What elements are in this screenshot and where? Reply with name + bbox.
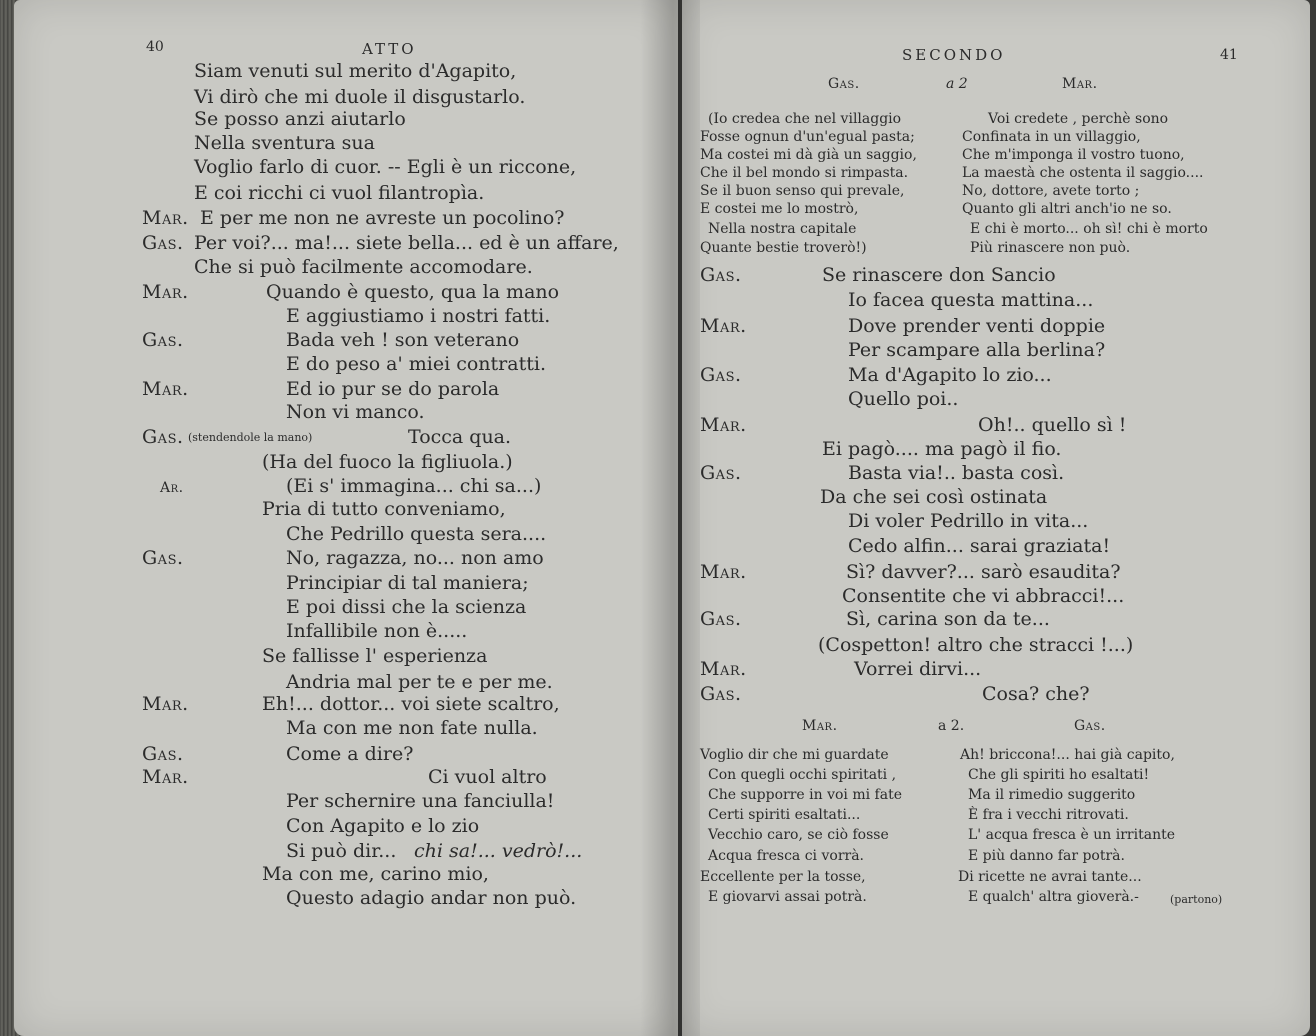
speaker-label: Gas. — [700, 264, 742, 286]
duet-line: Con quegli occhi spiritati , — [708, 767, 897, 783]
speaker-label: Mar. — [700, 561, 747, 583]
duet-line: Voi credete , perchè sono — [988, 111, 1169, 127]
speaker-label: Gas. — [142, 426, 184, 448]
duet-line: No, dottore, avete torto ; — [962, 183, 1140, 199]
verse-line: E poi dissi che la scienza — [286, 596, 527, 618]
verse-line: Cedo alfin... sarai graziata! — [848, 535, 1111, 557]
verse-line: Per scampare alla berlina? — [848, 339, 1106, 361]
speaker-label: Gas. — [700, 683, 742, 705]
verse-line: E per me non ne avreste un pocolino? — [200, 207, 565, 229]
duet-line: La maestà che ostenta il saggio.... — [962, 165, 1204, 181]
speaker-label: Mar. — [700, 658, 747, 680]
speaker-label: Gas. — [142, 743, 184, 765]
duet-header-right: Mar. — [1062, 76, 1098, 92]
verse-line: Ei pagò.... ma pagò il fio. — [822, 438, 1062, 460]
verse-line: Da che sei così ostinata — [820, 486, 1048, 508]
verse-line: E coi ricchi ci vuol filantropìa. — [194, 182, 485, 204]
speaker-label: Mar. — [700, 414, 747, 436]
duet-header-right: Gas. — [1074, 718, 1106, 734]
verse-line: No, ragazza, no... non amo — [286, 547, 544, 569]
exit-direction: (partono) — [1170, 893, 1223, 906]
running-head: ATTO — [362, 40, 417, 58]
speaker-label: Gas. — [142, 232, 184, 254]
duet-line: E giovarvi assai potrà. — [708, 889, 867, 905]
verse-line: Consentite che vi abbracci!... — [842, 585, 1125, 607]
verse-line: Ed io pur se do parola — [286, 378, 500, 400]
duet-line: Quanto gli altri anch'io ne so. — [962, 201, 1172, 217]
verse-line: (Cospetton! altro che stracci !...) — [818, 634, 1134, 656]
verse-line: Questo adagio andar non può. — [286, 887, 577, 909]
speaker-label: Gas. — [142, 329, 184, 351]
verse-line-italic: chi sa!... vedrò!... — [414, 840, 583, 862]
duet-header-center: a 2 — [946, 76, 968, 92]
verse-line: Andria mal per te e per me. — [286, 671, 553, 693]
right-page — [682, 0, 1310, 1036]
verse-line: Sì? davver?... sarò esaudita? — [846, 561, 1121, 583]
speaker-label: Mar. — [142, 378, 189, 400]
verse-line: Dove prender venti doppie — [848, 315, 1106, 337]
verse-line: E aggiustiamo i nostri fatti. — [286, 305, 551, 327]
speaker-label: Mar. — [700, 315, 747, 337]
duet-line: Acqua fresca ci vorrà. — [708, 848, 864, 864]
verse-line: Vi dirò che mi duole il disgustarlo. — [194, 86, 526, 108]
duet-header-left: Mar. — [802, 718, 838, 734]
running-head: SECONDO — [902, 46, 1006, 64]
verse-line: Pria di tutto conveniamo, — [262, 498, 506, 520]
verse-line: Oh!.. quello sì ! — [978, 414, 1127, 436]
duet-line: (Io credea che nel villaggio — [708, 111, 902, 127]
stage-direction: (stendendole la mano) — [188, 431, 313, 444]
duet-line: Che gli spiriti ho esaltati! — [968, 767, 1150, 783]
verse-line: Non vi manco. — [286, 401, 425, 423]
verse-line: (Ha del fuoco la figliuola.) — [262, 451, 513, 473]
duet-line: Più rinascere non può. — [970, 240, 1131, 256]
duet-header-left: Gas. — [828, 76, 860, 92]
verse-line: Ma d'Agapito lo zio... — [848, 364, 1052, 386]
verse-line: Quando è questo, qua la mano — [266, 281, 560, 303]
duet-line: L' acqua fresca è un irritante — [968, 827, 1175, 843]
duet-line: Di ricette ne avrai tante... — [958, 869, 1142, 885]
speaker-label: Gas. — [142, 547, 184, 569]
page-number: 41 — [1220, 47, 1238, 63]
speaker-label: Mar. — [142, 766, 189, 788]
verse-line: Si può dir... — [286, 840, 397, 862]
page-number: 40 — [146, 39, 164, 55]
verse-line: Nella sventura sua — [194, 132, 375, 154]
speaker-label: Gas. — [700, 608, 742, 630]
verse-line: Con Agapito e lo zio — [286, 815, 480, 837]
speaker-label: Mar. — [142, 281, 189, 303]
verse-line: Ma con me non fate nulla. — [286, 717, 538, 739]
verse-line: Per schernire una fanciulla! — [286, 790, 555, 812]
verse-line: Se posso anzi aiutarlo — [194, 108, 406, 130]
verse-line: Che Pedrillo questa sera.... — [286, 523, 547, 545]
duet-header-center: a 2. — [938, 718, 965, 734]
duet-line: È fra i vecchi ritrovati. — [968, 807, 1129, 823]
verse-line: Eh!... dottor... voi siete scaltro, — [262, 693, 560, 715]
duet-line: E chi è morto... oh sì! chi è morto — [970, 221, 1208, 237]
duet-line: Vecchio caro, se ciò fosse — [708, 827, 889, 843]
duet-line: Se il buon senso qui prevale, — [700, 183, 905, 199]
duet-line: Voglio dir che mi guardate — [700, 747, 889, 763]
duet-line: E costei me lo mostrò, — [700, 201, 859, 217]
verse-line: Bada veh ! son veterano — [286, 329, 520, 351]
duet-line: Ah! briccona!... hai già capito, — [960, 747, 1175, 763]
verse-line: Siam venuti sul merito d'Agapito, — [194, 60, 517, 82]
verse-line: Tocca qua. — [408, 426, 512, 448]
duet-line: E più danno far potrà. — [968, 848, 1125, 864]
duet-line: Confinata in un villaggio, — [962, 129, 1141, 145]
verse-line: Infallibile non è..... — [286, 620, 468, 642]
verse-line: Principiar di tal maniera; — [286, 572, 529, 594]
duet-line: E qualch' altra gioverà.- — [968, 889, 1139, 905]
left-page — [14, 0, 678, 1036]
verse-line: Sì, carina son da te... — [846, 608, 1050, 630]
verse-line: E do peso a' miei contratti. — [286, 353, 546, 375]
speaker-label: Gas. — [700, 462, 742, 484]
duet-line: Fosse ognun d'un'egual pasta; — [700, 129, 915, 145]
verse-line: Cosa? che? — [982, 683, 1090, 705]
verse-line: Vorrei dirvi... — [854, 658, 982, 680]
verse-line: Come a dire? — [286, 743, 414, 765]
verse-line: Di voler Pedrillo in vita... — [848, 510, 1089, 532]
verse-line: (Ei s' immagina... chi sa...) — [286, 475, 542, 497]
speaker-label: Mar. — [142, 693, 189, 715]
verse-line: Se fallisse l' esperienza — [262, 645, 488, 667]
book-gutter — [640, 0, 700, 1036]
verse-line: Ma con me, carino mio, — [262, 863, 489, 885]
speaker-label: Gas. — [700, 364, 742, 386]
verse-line: Se rinascere don Sancio — [822, 264, 1056, 286]
duet-line: Che supporre in voi mi fate — [708, 787, 902, 803]
verse-line: Che si può facilmente accomodare. — [194, 256, 533, 278]
speaker-label: Mar. — [142, 207, 189, 229]
verse-line: Per voi?... ma!... siete bella... ed è un affare, — [194, 232, 619, 254]
duet-line: Eccellente per la tosse, — [700, 869, 866, 885]
duet-line: Nella nostra capitale — [708, 221, 857, 237]
verse-line: Quello poi.. — [848, 388, 959, 410]
verse-line: Ci vuol altro — [428, 766, 547, 788]
duet-line: Che m'imponga il vostro tuono, — [962, 147, 1185, 163]
duet-line: Ma il rimedio suggerito — [968, 787, 1136, 803]
speaker-label: Ar. — [160, 480, 184, 496]
verse-line: Voglio farlo di cuor. -- Egli è un riccone, — [194, 156, 577, 178]
duet-line: Che il bel mondo si rimpasta. — [700, 165, 909, 181]
duet-line: Quante bestie troverò!) — [700, 240, 867, 256]
verse-line: Io facea questa mattina... — [848, 289, 1094, 311]
duet-line: Ma costei mi dà già un saggio, — [700, 147, 917, 163]
duet-line: Certi spiriti esaltati... — [708, 807, 861, 823]
verse-line: Basta via!.. basta così. — [848, 462, 1065, 484]
